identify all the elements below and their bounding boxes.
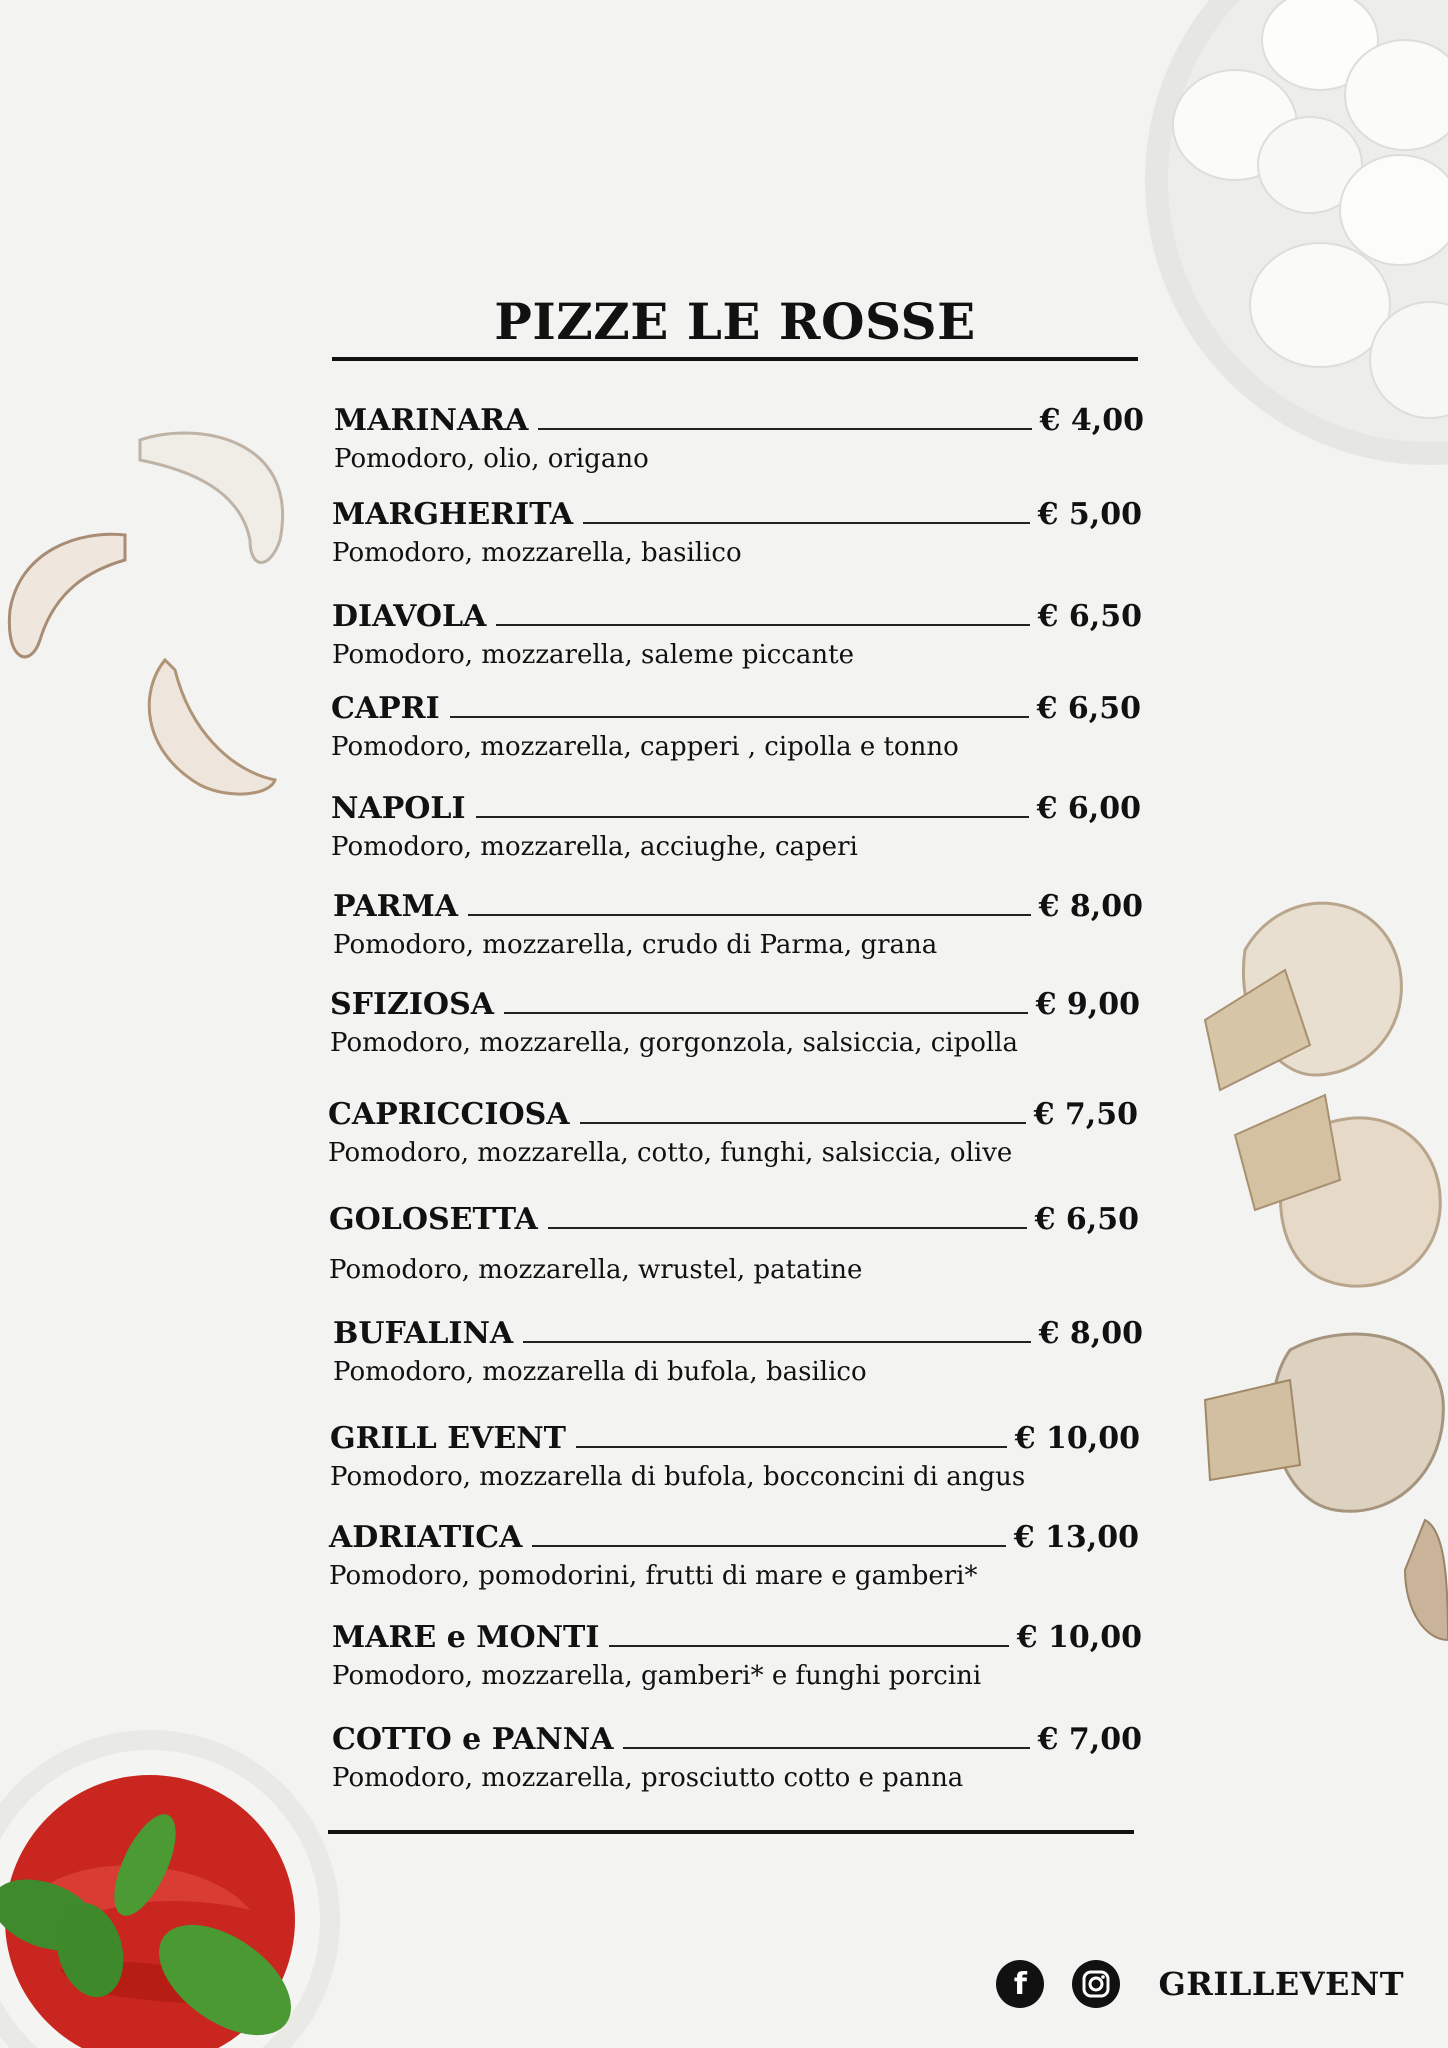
item-description: Pomodoro, mozzarella, acciughe, caperi bbox=[331, 832, 858, 862]
leader-line bbox=[609, 1645, 1008, 1647]
bottom-divider bbox=[328, 1830, 1134, 1834]
item-description: Pomodoro, mozzarella, basilico bbox=[332, 538, 742, 568]
leader-line bbox=[583, 522, 1029, 524]
item-name: CAPRICCIOSA bbox=[328, 1097, 570, 1132]
leader-line bbox=[496, 624, 1029, 626]
instagram-icon[interactable] bbox=[1072, 1960, 1120, 2008]
leader-line bbox=[504, 1012, 1028, 1014]
menu-item bbox=[333, 1311, 1143, 1411]
item-price: € 4,00 bbox=[1039, 403, 1144, 438]
leader-line bbox=[450, 716, 1029, 718]
menu-title: PIZZE LE ROSSE bbox=[494, 292, 976, 351]
item-name: ADRIATICA bbox=[329, 1520, 523, 1555]
menu-item bbox=[330, 982, 1140, 1082]
menu-item bbox=[329, 1197, 1139, 1297]
item-name: CAPRI bbox=[331, 691, 440, 726]
menu-item bbox=[332, 1717, 1142, 1817]
brand-name: GRILLEVENT bbox=[1158, 1965, 1404, 2003]
item-description: Pomodoro, mozzarella, gorgonzola, salsiccia, cipolla bbox=[330, 1028, 1019, 1058]
item-name: GOLOSETTA bbox=[329, 1202, 538, 1237]
item-description: Pomodoro, mozzarella, saleme piccante bbox=[332, 640, 855, 670]
item-description: Pomodoro, mozzarella di bufola, bocconcini di angus bbox=[330, 1462, 1026, 1492]
leader-line bbox=[523, 1341, 1030, 1343]
item-description: Pomodoro, pomodorini, frutti di mare e gamberi* bbox=[329, 1561, 978, 1591]
item-price: € 13,00 bbox=[1013, 1520, 1139, 1555]
item-description: Pomodoro, mozzarella di bufola, basilico bbox=[333, 1357, 867, 1387]
menu-item bbox=[332, 594, 1142, 694]
item-name: DIAVOLA bbox=[332, 599, 487, 634]
instagram-glyph bbox=[1081, 1969, 1111, 1999]
item-name: GRILL EVENT bbox=[330, 1421, 566, 1456]
item-price: € 6,50 bbox=[1034, 1202, 1139, 1237]
item-name: MARGHERITA bbox=[332, 497, 574, 532]
item-price: € 8,00 bbox=[1038, 1316, 1143, 1351]
item-price: € 7,00 bbox=[1037, 1722, 1142, 1757]
item-price: € 6,50 bbox=[1036, 691, 1141, 726]
menu-item bbox=[329, 1515, 1139, 1615]
item-description: Pomodoro, mozzarella, capperi , cipolla e tonno bbox=[331, 732, 959, 762]
item-description: Pomodoro, mozzarella, prosciutto cotto e panna bbox=[332, 1763, 964, 1793]
leader-line bbox=[532, 1545, 1005, 1547]
item-price: € 8,00 bbox=[1038, 889, 1143, 924]
item-price: € 7,50 bbox=[1033, 1097, 1138, 1132]
item-price: € 6,00 bbox=[1036, 791, 1141, 826]
leader-line bbox=[576, 1446, 1007, 1448]
item-name: MARE e MONTI bbox=[332, 1620, 600, 1655]
menu-item bbox=[332, 1615, 1142, 1715]
item-name: NAPOLI bbox=[331, 791, 466, 826]
item-name: BUFALINA bbox=[333, 1316, 514, 1351]
item-price: € 10,00 bbox=[1016, 1620, 1142, 1655]
item-description: Pomodoro, mozzarella, crudo di Parma, grana bbox=[333, 930, 938, 960]
item-name: MARINARA bbox=[334, 403, 529, 438]
leader-line bbox=[548, 1227, 1027, 1229]
leader-line bbox=[468, 914, 1031, 916]
item-price: € 6,50 bbox=[1037, 599, 1142, 634]
item-description: Pomodoro, mozzarella, gamberi* e funghi porcini bbox=[332, 1661, 982, 1691]
menu-item bbox=[331, 786, 1141, 886]
menu-item bbox=[330, 1416, 1140, 1516]
item-name: PARMA bbox=[333, 889, 459, 924]
item-price: € 5,00 bbox=[1037, 497, 1142, 532]
item-description: Pomodoro, olio, origano bbox=[334, 444, 649, 474]
leader-line bbox=[580, 1122, 1026, 1124]
menu-item bbox=[328, 1092, 1138, 1192]
leader-line bbox=[538, 428, 1031, 430]
facebook-icon[interactable]: f bbox=[996, 1960, 1044, 2008]
item-name: COTTO e PANNA bbox=[332, 1722, 614, 1757]
leader-line bbox=[476, 816, 1029, 818]
menu-item bbox=[332, 492, 1142, 592]
item-description: Pomodoro, mozzarella, wrustel, patatine bbox=[329, 1255, 863, 1285]
item-price: € 9,00 bbox=[1035, 987, 1140, 1022]
item-price: € 10,00 bbox=[1014, 1421, 1140, 1456]
item-name: SFIZIOSA bbox=[330, 987, 495, 1022]
menu-item bbox=[331, 686, 1141, 786]
menu-item bbox=[333, 884, 1143, 984]
footer bbox=[996, 1960, 1404, 2008]
leader-line bbox=[623, 1747, 1029, 1749]
menu-item bbox=[334, 398, 1144, 498]
item-description: Pomodoro, mozzarella, cotto, funghi, salsiccia, olive bbox=[328, 1138, 1013, 1168]
